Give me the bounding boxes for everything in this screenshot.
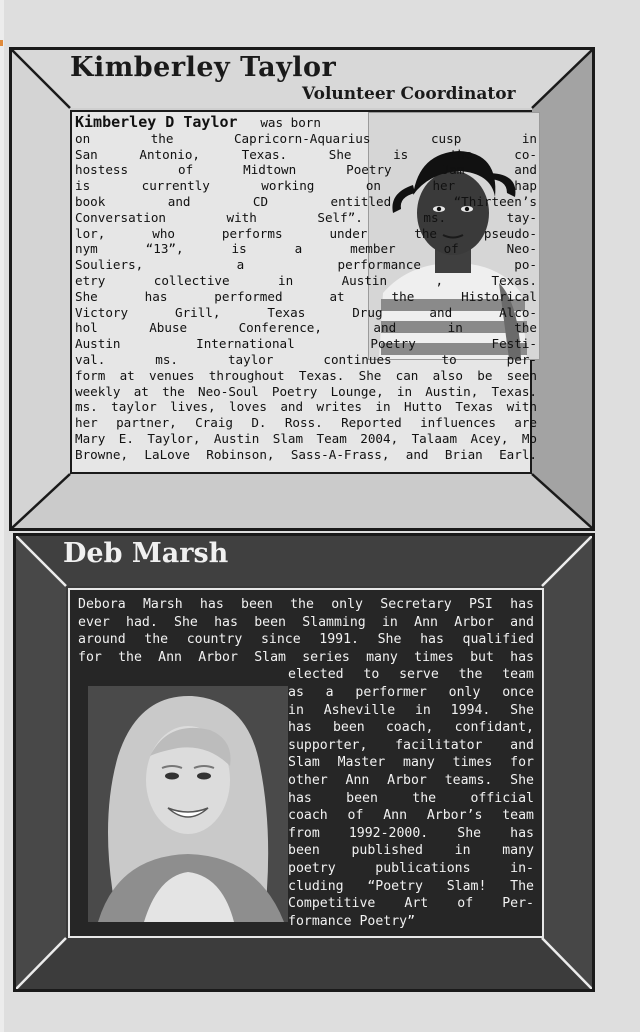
bio-line: has been coach, confidant,: [288, 720, 534, 736]
bio-line: San Antonio, Texas. She is the co-: [75, 146, 537, 162]
bio-line: coach of Ann Arbor’s team: [288, 808, 534, 824]
bio-line: been published in many: [288, 843, 534, 859]
bio-line: formance Poetry”: [288, 913, 416, 929]
bio-line: cluding “Poetry Slam! The: [288, 878, 534, 894]
bio-line: poetry publications in-: [288, 860, 534, 876]
bio-line: around the country since 1991. She has qualified: [78, 632, 534, 648]
bio-line: Austin International Poetry Festi-: [75, 336, 537, 352]
bio-line: weekly at the Neo-Soul Poetry Lounge, in Austin, Texas.: [75, 383, 537, 399]
bio-line: supporter, facilitator and: [288, 737, 534, 753]
bio-line: Mary E. Taylor, Austin Slam Team 2004, Talaam Acey, Mo: [75, 430, 537, 446]
bio-line: etry collective in Austin , Texas.: [75, 272, 537, 288]
bio-lead-rest: was born: [260, 115, 321, 130]
bio-line: form at venues throughout Texas. She can also be seen: [75, 367, 537, 383]
bio-line: has been the official: [288, 790, 534, 806]
bio-line: ms. taylor lives, loves and writes in Hutto Texas with: [75, 399, 537, 415]
kimberley-taylor-panel: [9, 47, 595, 531]
bio-line: val. ms. taylor continues to per-: [75, 351, 537, 367]
bio-line: Debora Marsh has been the only Secretary PSI has: [78, 597, 534, 612]
kimberley-name-heading: Kimberley Taylor: [70, 52, 337, 83]
deb-marsh-heading: Deb Marsh: [63, 538, 229, 569]
bio-line: Conversation with Self”. ms. tay-: [75, 209, 537, 225]
bio-line: nym “13”, is a member of Neo-: [75, 241, 537, 257]
bio-line: Victory Grill, Texas Drug and Alco-: [75, 304, 537, 320]
bio-line: Competitive Art of Per-: [288, 896, 534, 912]
bio-line: is currently working on her chap: [75, 178, 537, 194]
bio-line: Browne, LaLove Robinson, Sass-A-Frass, and Brian Earl.: [75, 446, 537, 462]
kimberley-bio-text: [75, 115, 537, 463]
kimberley-role-heading: Volunteer Coordinator: [302, 84, 516, 104]
bio-line: She has performed at the Historical: [75, 288, 537, 304]
kimberley-bio-lines: [75, 131, 537, 463]
page-notch: [0, 40, 3, 46]
bio-lead-line: [75, 115, 537, 131]
bio-line: as a performer only once: [288, 684, 534, 700]
bio-line: on the Capricorn-Aquarius cusp in: [75, 130, 537, 146]
bio-line: for the Ann Arbor Slam series many times but has: [78, 649, 534, 665]
bio-line: book and CD entitled “Thirteen’s: [75, 193, 537, 209]
bio-line: other Ann Arbor teams. She: [288, 772, 534, 788]
page-edge: [0, 0, 4, 1032]
bio-line: her partner, Craig D. Ross. Reported influences are: [75, 415, 537, 431]
bio-line: in Asheville in 1994. She: [288, 702, 534, 718]
bio-line: elected to serve the team: [288, 667, 534, 683]
deb-bio-full-lines: [78, 596, 534, 666]
deb-bio-text: [78, 596, 534, 930]
bio-line: hostess of Midtown Poetry Jam and: [75, 162, 537, 178]
bio-line: ever had. She has been Slamming in Ann Arbor and: [78, 614, 534, 630]
bio-line: Slam Master many times for: [288, 755, 534, 771]
bio-line: lor, who performs under the pseudo-: [75, 225, 537, 241]
deb-marsh-panel: [13, 533, 595, 992]
deb-bio-right-lines: [78, 666, 534, 930]
bio-line: from 1992-2000. She has: [288, 825, 534, 841]
bio-lead-name: Kimberley D Taylor: [75, 113, 238, 131]
bio-line: hol Abuse Conference, and in the: [75, 320, 537, 336]
bio-line: Souliers, a performance po-: [75, 257, 537, 273]
